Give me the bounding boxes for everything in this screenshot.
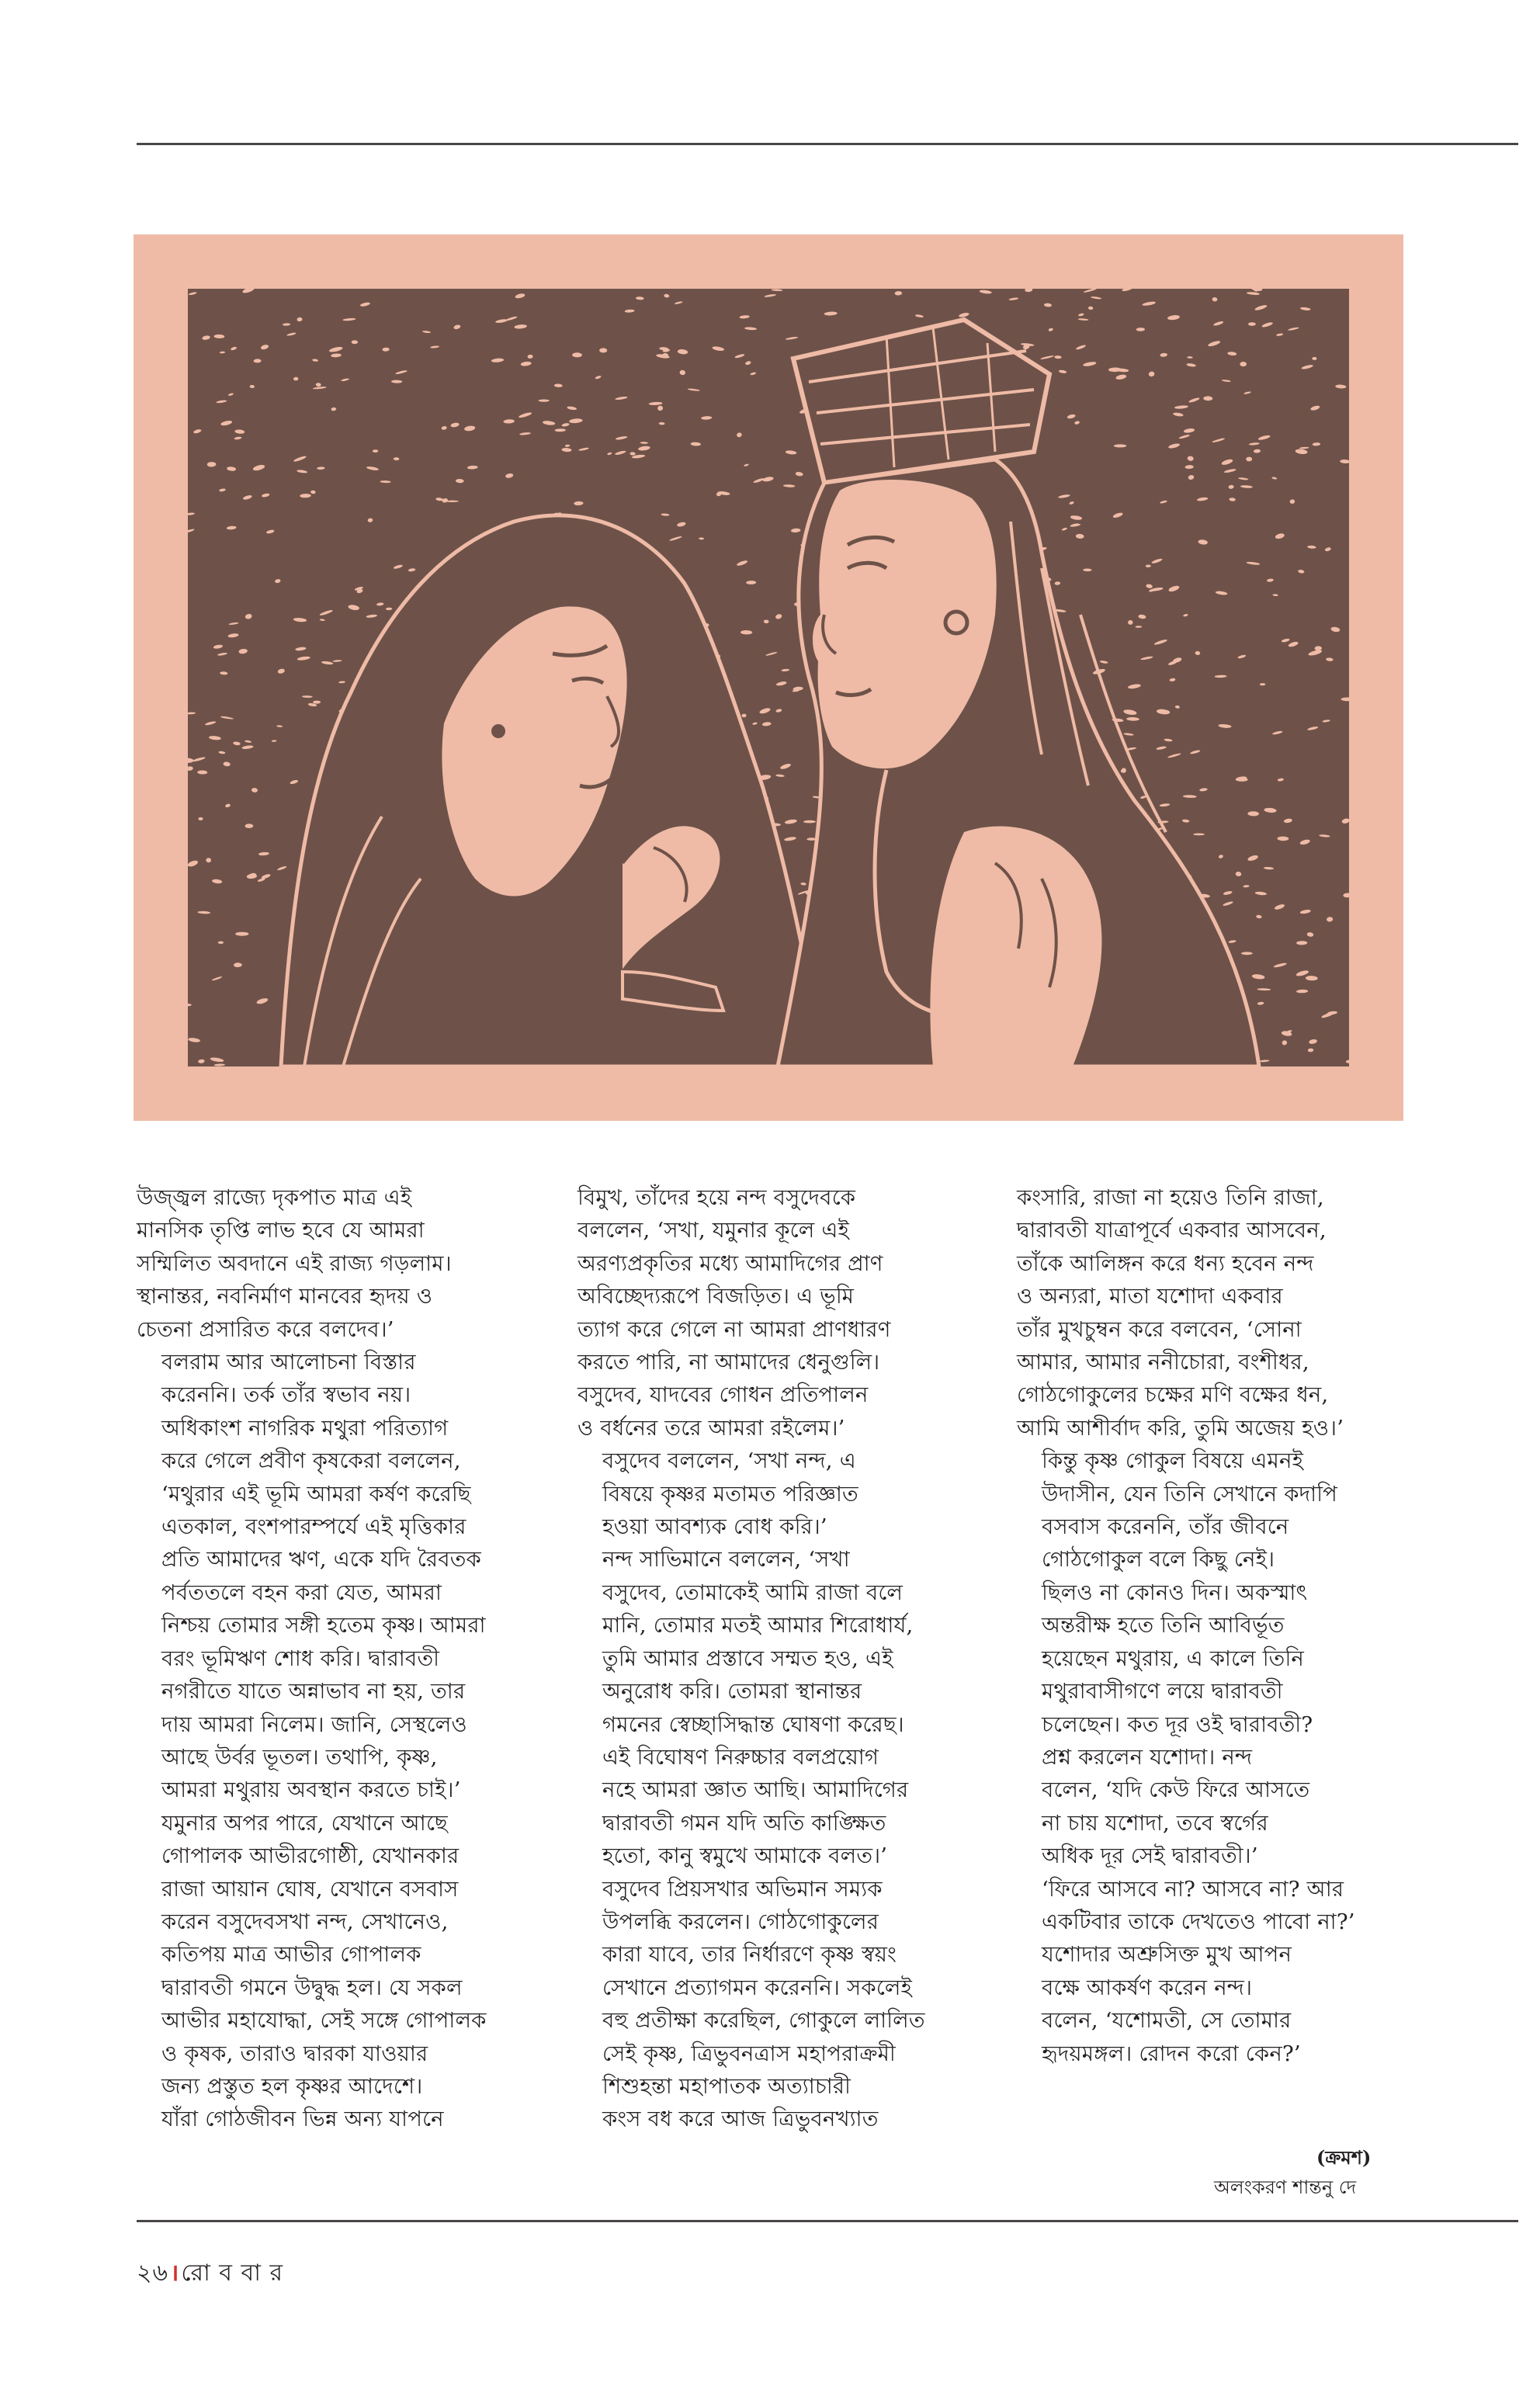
paragraph bbox=[137, 1346, 501, 1412]
paragraph bbox=[578, 1873, 942, 2136]
text-line: ও কৃষক, তারাও দ্বারকা যাওয়ার bbox=[161, 2041, 428, 2066]
text-line: বলেন, ‘যশোমতী, সে তোমার bbox=[1042, 2008, 1292, 2034]
text-line: যাঁরা গোঠজীবন ভিন্ন অন্য যাপনে bbox=[161, 2107, 444, 2132]
text-line: বহু প্রতীক্ষা করেছিল, গোকুলে লালিত bbox=[602, 2008, 925, 2034]
text-line: সেই কৃষ্ণ, ত্রিভুবনত্রাস মহাপরাক্রমী bbox=[602, 2041, 896, 2066]
footer-separator: । bbox=[170, 2259, 180, 2287]
text-line: হয়েছেন মথুরায়, এ কালে তিনি bbox=[1042, 1646, 1304, 1671]
paragraph bbox=[578, 1444, 942, 1543]
paragraph bbox=[1017, 1181, 1382, 1444]
text-line: তাঁর মুখচুম্বন করে বলবেন, ‘সোনা bbox=[1017, 1316, 1302, 1342]
text-line: উজ্জ্বল রাজ্যে দৃকপাত মাত্র এই bbox=[137, 1185, 412, 1210]
text-line: না চায় যশোদা, তবে স্বর্গের bbox=[1042, 1810, 1268, 1836]
text-line: ছিলও না কোনও দিন। অকস্মাৎ bbox=[1042, 1580, 1308, 1605]
text-line: শিশুহন্তা মহাপাতক অত্যাচারী bbox=[602, 2073, 852, 2099]
paragraph bbox=[578, 1181, 942, 1444]
illustration-frame bbox=[134, 234, 1403, 1121]
text-line: কারা যাবে, তার নির্ধারণে কৃষ্ণ স্বয়ং bbox=[602, 1942, 897, 1968]
text-line: হওয়া আবশ্যক বোধ করি।’ bbox=[602, 1514, 827, 1540]
text-line: চলেছেন। কত দূর ওই দ্বারাবতী? bbox=[1042, 1712, 1313, 1737]
page-footer bbox=[137, 2254, 283, 2294]
text-line: দায় আমরা নিলেম। জানি, সেস্থলেও bbox=[161, 1712, 467, 1737]
text-line: বলরাম আর আলোচনা বিস্তার bbox=[161, 1350, 416, 1375]
text-line: বিমুখ, তাঁদের হয়ে নন্দ বসুদেবকে bbox=[578, 1185, 856, 1210]
text-line: উদাসীন, যেন তিনি সেখানে কদাপি bbox=[1042, 1481, 1338, 1507]
text-line: সম্মিলিত অবদানে এই রাজ্য গড়লাম। bbox=[137, 1250, 452, 1276]
text-line: আভীর মহাযোদ্ধা, সেই সঙ্গে গোপালক bbox=[161, 2008, 487, 2034]
text-line: তুমি আমার প্রস্তাবে সম্মত হও, এই bbox=[602, 1646, 893, 1671]
text-line: দ্বারাবতী গমন যদি অতি কাঙ্ক্ষিত bbox=[602, 1810, 886, 1836]
text-line: বললেন, ‘সখা, যমুনার কূলে এই bbox=[578, 1218, 849, 1243]
paragraph bbox=[1017, 1873, 1382, 1939]
text-line: অন্তরীক্ষ হতে তিনি আবির্ভূত bbox=[1042, 1613, 1285, 1639]
text-column-2 bbox=[578, 1181, 942, 2136]
text-line: অধিকাংশ নাগরিক মথুরা পরিত্যাগ bbox=[161, 1415, 449, 1441]
text-line: বিষয়ে কৃষ্ণর মতামত পরিজ্ঞাত bbox=[602, 1481, 858, 1507]
text-line: যশোদার অশ্রুসিক্ত মুখ আপন bbox=[1042, 1942, 1292, 1968]
text-line: গোঠগোকুলের চক্ষের মণি বক্ষের ধন, bbox=[1017, 1382, 1329, 1408]
text-line: প্রশ্ন করলেন যশোদা। নন্দ bbox=[1042, 1744, 1253, 1770]
text-line: আমি আশীর্বাদ করি, তুমি অজেয় হও।’ bbox=[1017, 1415, 1344, 1441]
text-line: স্থানান্তর, নবনির্মাণ মানবের হৃদয় ও bbox=[137, 1284, 433, 1309]
text-line: কংসারি, রাজা না হয়েও তিনি রাজা, bbox=[1017, 1185, 1324, 1210]
text-line: মথুরাবাসীগণে লয়ে দ্বারাবতী bbox=[1042, 1679, 1283, 1705]
paragraph bbox=[1017, 1741, 1382, 1873]
text-line: গমনের স্বেচ্ছাসিদ্ধান্ত ঘোষণা করেছ। bbox=[602, 1712, 904, 1737]
text-line: বসুদেব বললেন, ‘সখা নন্দ, এ bbox=[602, 1448, 856, 1474]
paragraph bbox=[137, 1181, 501, 1346]
text-column-3 bbox=[1017, 1181, 1382, 2070]
text-line: কিন্তু কৃষ্ণ গোকুল বিষয়ে এমনই bbox=[1042, 1448, 1304, 1474]
top-rule bbox=[137, 143, 1518, 145]
text-line: নগরীতে যাতে অন্নাভাব না হয়, তার bbox=[161, 1679, 466, 1705]
text-line: একটিবার তাকে দেখতেও পাবো না?’ bbox=[1042, 1909, 1355, 1934]
text-line: করতে পারি, না আমাদের ধেনুগুলি। bbox=[578, 1350, 880, 1375]
text-line: গোঠগোকুল বলে কিছু নেই। bbox=[1042, 1547, 1275, 1573]
text-line: দ্বারাবতী যাত্রাপূর্বে একবার আসবেন, bbox=[1017, 1218, 1327, 1243]
text-line: গোপালক আভীরগোষ্ঠী, যেখানকার bbox=[161, 1843, 460, 1869]
text-line: ‘মথুরার এই ভূমি আমরা কর্ষণ করেছি bbox=[161, 1481, 471, 1507]
text-line: এতকাল, বংশপারম্পর্যে এই মৃত্তিকার bbox=[161, 1514, 467, 1540]
text-line: এই বিঘোষণ নিরুচ্চার বলপ্রয়োগ bbox=[602, 1744, 879, 1770]
text-line: জন্য প্রস্তুত হল কৃষ্ণর আদেশে। bbox=[161, 2073, 423, 2099]
text-line: চেতনা প্রসারিত করে বলদেব।’ bbox=[137, 1316, 394, 1342]
text-column-1 bbox=[137, 1181, 501, 2136]
text-line: অরণ্যপ্রকৃতির মধ্যে আমাদিগের প্রাণ bbox=[578, 1250, 883, 1276]
to-be-continued-note: (ক্রমশ) bbox=[1316, 2146, 1372, 2169]
text-line: অবিচ্ছেদ্যরূপে বিজড়িত। এ ভূমি bbox=[578, 1284, 855, 1309]
text-line: হতো, কানু স্বমুখে আমাকে বলত।’ bbox=[602, 1843, 888, 1869]
text-line: কংস বধ করে আজ ত্রিভুবনখ্যাত bbox=[602, 2107, 879, 2132]
text-line: ‘ফিরে আসবে না? আসবে না? আর bbox=[1042, 1876, 1344, 1902]
text-line: করেননি। তর্ক তাঁর স্বভাব নয়। bbox=[161, 1382, 411, 1408]
paragraph bbox=[578, 1543, 942, 1872]
text-line: অনুরোধ করি। তোমরা স্থানান্তর bbox=[602, 1679, 862, 1705]
text-line: উপলব্ধি করলেন। গোঠগোকুলের bbox=[602, 1909, 879, 1934]
text-line: মানি, তোমার মতই আমার শিরোধার্য, bbox=[602, 1613, 914, 1639]
illustrator-credit: অলংকরণ শান্তনু দে bbox=[1214, 2176, 1357, 2198]
text-line: নন্দ সাভিমানে বললেন, ‘সখা bbox=[602, 1547, 850, 1573]
text-line: তাঁকে আলিঙ্গন করে ধন্য হবেন নন্দ bbox=[1017, 1250, 1314, 1276]
text-line: যমুনার অপর পারে, যেখানে আছে bbox=[161, 1810, 448, 1836]
text-line: নিশ্চয় তোমার সঙ্গী হতেম কৃষ্ণ। আমরা bbox=[161, 1613, 486, 1639]
text-line: বসবাস করেননি, তাঁর জীবনে bbox=[1042, 1514, 1289, 1540]
text-line: আমরা মথুরায় অবস্থান করতে চাই।’ bbox=[161, 1777, 461, 1803]
text-line: পর্বততলে বহন করা যেত, আমরা bbox=[161, 1580, 442, 1605]
text-line: ত্যাগ করে গেলে না আমরা প্রাণধারণ bbox=[578, 1316, 891, 1342]
text-line: সেখানে প্রত্যাগমন করেননি। সকলেই bbox=[602, 1975, 913, 2000]
text-line: নহে আমরা জ্ঞাত আছি। আমাদিগের bbox=[602, 1777, 909, 1803]
krishna-yashoda-illustration bbox=[188, 289, 1349, 1066]
text-line: অধিক দূর সেই দ্বারাবতী।’ bbox=[1042, 1843, 1258, 1869]
paragraph bbox=[1017, 1444, 1382, 1741]
text-line: কতিপয় মাত্র আভীর গোপালক bbox=[161, 1942, 421, 1968]
text-line: বসুদেব প্রিয়সখার অভিমান সম্যক bbox=[602, 1876, 883, 1902]
text-line: রাজা আয়ান ঘোষ, যেখানে বসবাস bbox=[161, 1876, 459, 1902]
text-line: ও বর্ধনের তরে আমরা রইলেম।’ bbox=[578, 1415, 845, 1441]
paragraph bbox=[1017, 1938, 1382, 2070]
text-line: বলেন, ‘যদি কেউ ফিরে আসতে bbox=[1042, 1777, 1310, 1803]
paragraph bbox=[137, 1412, 501, 1807]
text-line: ও অন্যরা, মাতা যশোদা একবার bbox=[1017, 1284, 1283, 1309]
text-line: বসুদেব, তোমাকেই আমি রাজা বলে bbox=[602, 1580, 904, 1605]
text-line: করেন বসুদেবসখা নন্দ, সেখানেও, bbox=[161, 1909, 449, 1934]
text-line: আছে উর্বর ভূতল। তথাপি, কৃষ্ণ, bbox=[161, 1744, 438, 1770]
text-line: বরং ভূমিঋণ শোধ করি। দ্বারাবতী bbox=[161, 1646, 440, 1671]
paragraph bbox=[137, 1807, 501, 2136]
text-line: করে গেলে প্রবীণ কৃষকেরা বললেন, bbox=[161, 1448, 461, 1474]
text-line: প্রতি আমাদের ঋণ, একে যদি রৈবতক bbox=[161, 1547, 481, 1573]
text-line: আমার, আমার ননীচোরা, বংশীধর, bbox=[1017, 1350, 1309, 1375]
text-line: দ্বারাবতী গমনে উদ্বুদ্ধ হল। যে সকল bbox=[161, 1975, 463, 2000]
page-number: ২৬ bbox=[137, 2259, 169, 2287]
text-line: বসুদেব, যাদবের গোধন প্রতিপালন bbox=[578, 1382, 869, 1408]
magazine-name: রো ব বা র bbox=[181, 2259, 283, 2287]
text-line: হৃদয়মঙ্গল। রোদন করো কেন?’ bbox=[1042, 2041, 1301, 2066]
bottom-rule bbox=[137, 2220, 1518, 2222]
text-line: মানসিক তৃপ্তি লাভ হবে যে আমরা bbox=[137, 1218, 425, 1243]
text-line: বক্ষে আকর্ষণ করেন নন্দ। bbox=[1042, 1975, 1253, 2000]
